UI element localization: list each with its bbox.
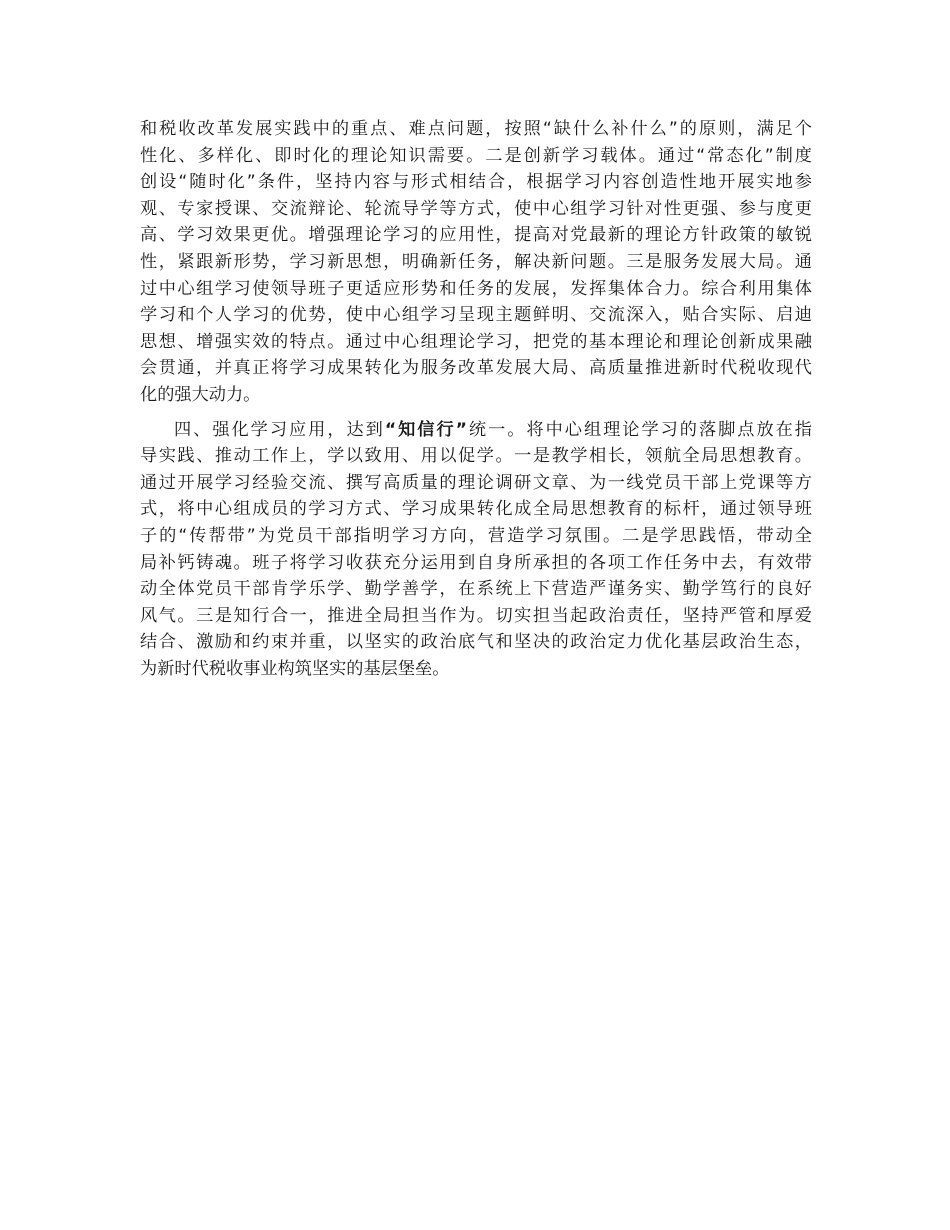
text-line: 学习和个人学习的优势，使中心组学习呈现主题鲜明、交流深入，贴合实际、启迪 (140, 305, 812, 326)
heading-suffix: 统一。将中心组理论学习的落脚点放在指 (466, 419, 812, 440)
text-line: 子的“传帮带”为党员干部指明学习方向，营造学习氛围。二是学思践悟，带动全 (140, 525, 812, 546)
text-line: 过中心组学习使领导班子更适应形势和任务的发展，发挥集体合力。综合利用集体 (140, 278, 812, 299)
text-line: 局补钙铸魂。班子将学习收获充分运用到自身所承担的各项工作任务中去，有效带 (140, 552, 812, 573)
text-line: 高、学习效果更优。增强理论学习的应用性，提高对党最新的理论方针政策的敏锐 (140, 225, 812, 246)
text-line: 思想、增强实效的特点。通过中心组理论学习，把党的基本理论和理论创新成果融 (140, 331, 812, 352)
text-line: 观、专家授课、交流辩论、轮流导学等方式，使中心组学习针对性更强、参与度更 (140, 198, 812, 219)
text-line: 和税收改革发展实践中的重点、难点问题，按照“缺什么补什么”的原则，满足个 (140, 119, 812, 139)
text-line: 通过开展学习经验交流、撰写高质量的理论调研文章、为一线党员干部上党课等方 (140, 472, 812, 493)
text-line: 动全体党员干部肯学乐学、勤学善学，在系统上下营造严谨务实、勤学笃行的良好 (140, 579, 812, 600)
text-line: 性，紧跟新形势，学习新思想，明确新任务，解决新问题。三是服务发展大局。通 (140, 251, 812, 272)
text-line: 结合、激励和约束并重，以坚实的政治底气和坚决的政治定力优化基层政治生态， (140, 632, 812, 653)
paragraph-1 (140, 116, 812, 409)
text-line: 导实践、推动工作上，学以致用、用以促学。一是教学相长，领航全局思想教育。 (140, 446, 812, 467)
text-line: 式，将中心组成员的学习方式、学习成果转化成全局思想教育的标杆，通过领导班 (140, 499, 812, 520)
text-line: 化的强大动力。 (140, 384, 261, 405)
text-line: 性化、多样化、即时化的理论知识需要。二是创新学习载体。通过“常态化”制度 (140, 145, 812, 166)
heading-emphasis: “知信行” (384, 419, 467, 440)
text-line: 会贯通，并真正将学习成果转化为服务改革发展大局、高质量推进新时代税收现代 (140, 358, 812, 379)
heading-prefix: 四、强化学习应用，达到 (174, 419, 385, 440)
text-line: 创设“随时化”条件，坚持内容与形式相结合，根据学习内容创造性地开展实地参 (140, 172, 812, 193)
paragraph-heading-line (140, 417, 812, 444)
document-body (140, 116, 812, 682)
paragraph-2 (140, 417, 812, 683)
text-line: 为新时代税收事业构筑坚实的基层堡垒。 (140, 658, 450, 679)
text-line: 风气。三是知行合一，推进全局担当作为。切实担当起政治责任，坚持严管和厚爱 (140, 605, 812, 626)
